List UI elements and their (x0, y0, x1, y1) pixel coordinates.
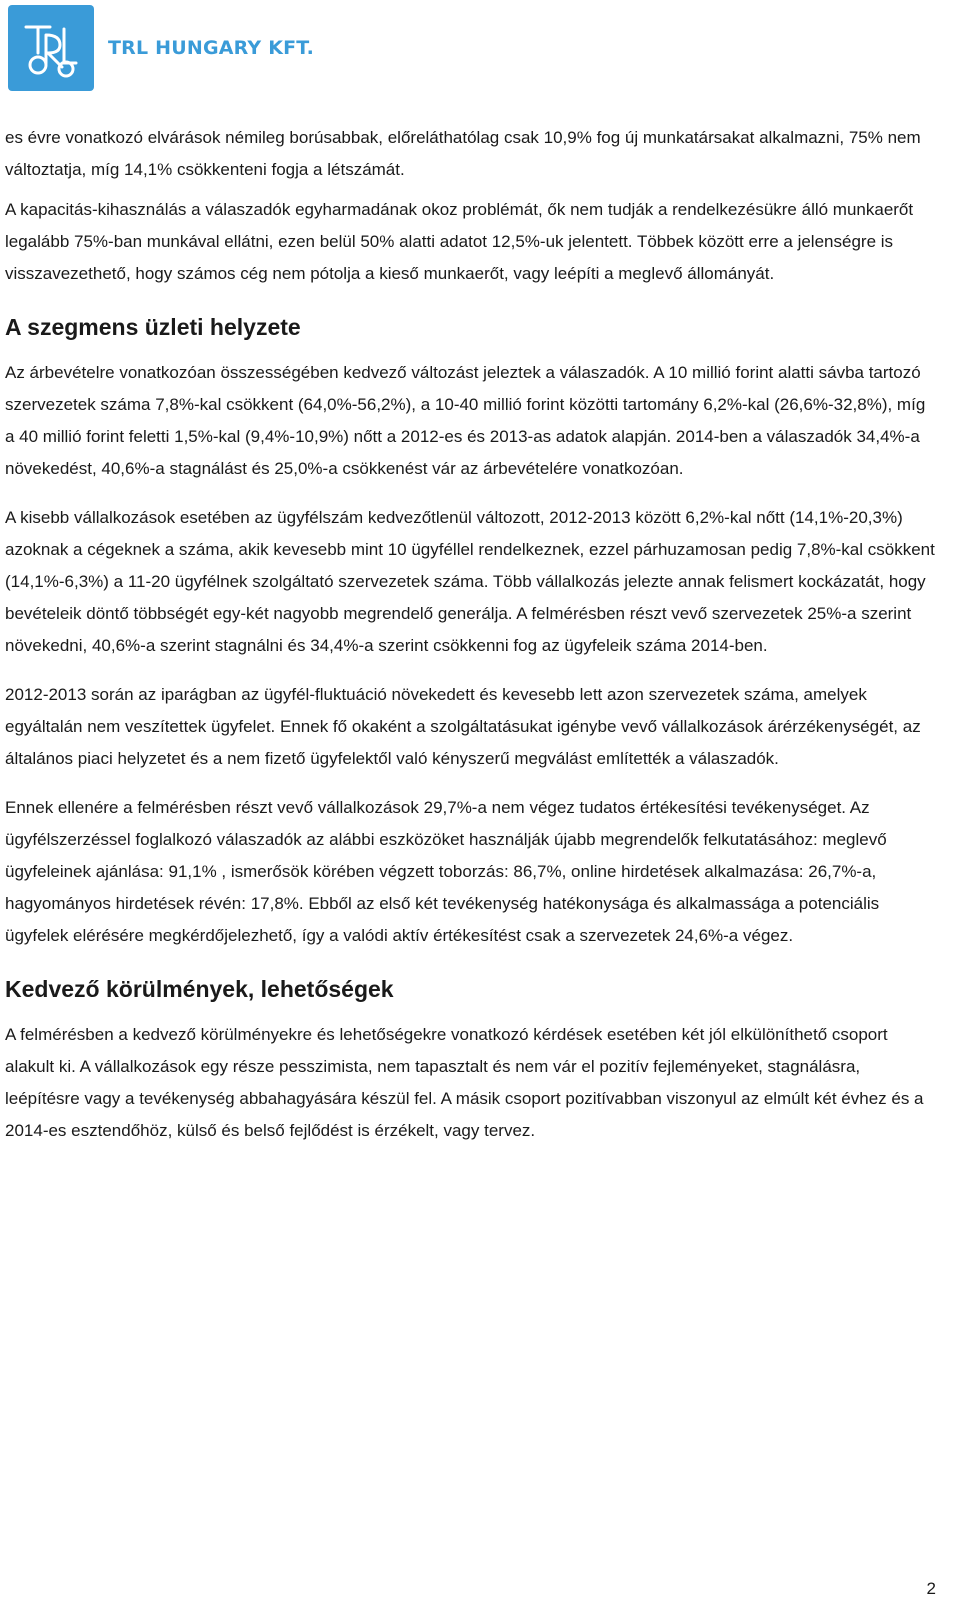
paragraph-opportunities: A felmérésben a kedvező körülményekre és lehetőségekre vonatkozó kérdések esetében két jól elkülöníthető csoport alakult ki. A vállalkozások egy része pesszimista, nem tapasztalt és nem vár el pozitív fejleményeket, stagnálásra, leépítésre vagy a tevékenység abbahagyására készül fel. A másik csoport pozitívabban viszonyul az elmúlt két évhez és a 2014-es esztendőhöz, külső és belső fejlődést is érzékelt, vagy tervez. (5, 1025, 924, 1140)
document-body (5, 122, 935, 1164)
trl-logo-icon (8, 5, 94, 91)
page-header (8, 4, 314, 92)
paragraph-sales-activity: Ennek ellenére a felmérésben részt vevő vállalkozások 29,7%-a nem végez tudatos értékesítési tevékenységet. Az ügyfélszerzéssel foglalkozó válaszadók az alábbi eszközöket használják újabb megrendelők felkutatásához: meglevő ügyfeleinek ajánlása: 91,1% , ismerősök körében végzett toborzás: 86,7%, online hirdetések alkalmazása: 26,7%-a, hagyományos hirdetések révén: 17,8%. Ebből az első két tevékenység hatékonysága és alkalmassága a potenciális ügyfelek elérésére megkérdőjelezhető, így a valódi aktív értékesítést csak a szervezetek 24,6%-a végez. (5, 798, 887, 945)
paragraph-revenue: Az árbevételre vonatkozóan összességében kedvező változást jeleztek a válaszadók. A 10 millió forint alatti sávba tartozó szervezetek száma 7,8%-kal csökkent (64,0%-56,2%), a 10-40 millió forint közötti tartomány 6,2%-kal (26,6%-32,8%), míg a 40 millió forint feletti 1,5%-kal (9,4%-10,9%) nőtt a 2012-es és 2013-as adatok alapján. 2014-ben a válaszadók 34,4%-a növekedést, 40,6%-a stagnálást és 25,0%-a csökkenést vár az árbevételére vonatkozóan. (5, 363, 926, 478)
paragraph-capacity-utilization: A kapacitás-kihasználás a válaszadók egyharmadának okoz problémát, ők nem tudják a rendelkezésükre álló munkaerőt legalább 75%-ban munkával ellátni, ezen belül 50% alatti adatot 12,5%-uk jelentett. Többek között erre a jelenségre is visszavezethető, hogy számos cég nem pótolja a kieső munkaerőt, vagy leépíti a meglevő állományát. (5, 200, 914, 283)
section-heading-opportunities: Kedvező körülmények, lehetőségek (5, 976, 394, 1002)
paragraph-staffing-expectations: es évre vonatkozó elvárások némileg borúsabbak, előreláthatólag csak 10,9% fog új munkatársakat alkalmazni, 75% nem változtatja, míg 14,1% csökkenteni fogja a létszámát. (5, 128, 921, 179)
paragraph-client-count: A kisebb vállalkozások esetében az ügyfélszám kedvezőtlenül változott, 2012-2013 között 6,2%-kal nőtt (14,1%-20,3%) azoknak a cégeknek a száma, akik kevesebb mint 10 ügyféllel rendelkeznek, ezzel párhuzamosan pedig 7,8%-kal csökkent (14,1%-6,3%) a 11-20 ügyfélnek szolgáltató szervezetek száma. Több vállalkozás jelezte annak felismert kockázatát, hogy bevételeik döntő többségét egy-két nagyobb megrendelő generálja. A felmérésben részt vevő szervezetek 25%-a szerint növekedni, 40,6%-a szerint stagnálni és 34,4%-a szerint csökkenni fog az ügyfeleik száma 2014-ben. (5, 508, 935, 655)
page-number: 2 (926, 1579, 936, 1598)
section-heading-business-situation: A szegmens üzleti helyzete (5, 314, 301, 340)
paragraph-client-fluctuation: 2012-2013 során az iparágban az ügyfél-fluktuáció növekedett és kevesebb lett azon szervezetek száma, amelyek egyáltalán nem veszítettek ügyfelet. Ennek fő okaként a szolgáltatásukat igénybe vevő vállalkozások árérzékenységét, az általános piaci helyzetet és a nem fizető ügyfelektől való kényszerű megválást említették a válaszadók. (5, 685, 921, 768)
company-name: TRL HUNGARY KFT. (108, 37, 315, 59)
